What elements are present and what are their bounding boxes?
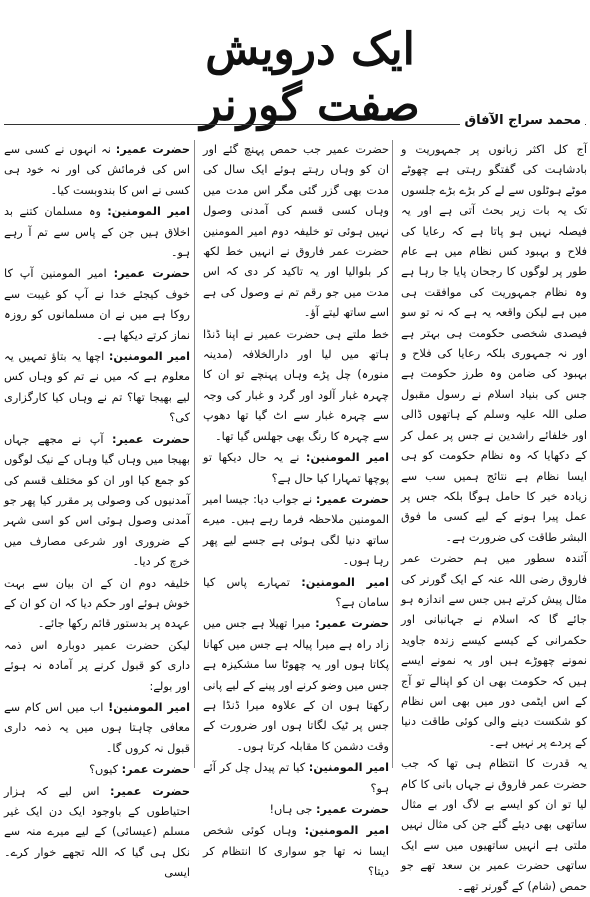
- speaker-label: امیر المومنین:: [304, 824, 389, 838]
- speaker-label: حضرت عمیر:: [110, 784, 190, 798]
- paragraph: [4, 782, 190, 884]
- column-divider: [392, 140, 393, 768]
- paragraph: [4, 760, 190, 780]
- speaker-label: حضرت عمر:: [121, 763, 190, 777]
- article-column-1: [401, 140, 587, 893]
- paragraph: [401, 140, 587, 548]
- paragraph: [401, 549, 587, 753]
- paragraph-text: خلیفہ دوم ان کے ان بیان سے بہت خوش ہوئے اور حکم دیا کہ ان کو ان کے عہدہ پر بدستور قائم رکھا جائے۔: [4, 576, 190, 631]
- speaker-label: حضرت عمیر:: [315, 803, 389, 816]
- paragraph-text: آپ نے مجھے جہاں بھیجا میں وہاں گیا وہاں کے نیک لوگوں کو جمع کیا اور ان کو مختلف قسم کی آمدنیوں کی وصولی پر مقرر کیا پھر جو آمدنی وصول ہوئی اس کو اسی شہر کے ضروری اور شرعی مصارف میں خرچ کر دیا۔: [4, 432, 190, 569]
- speaker-label: امیر المومنین:: [107, 205, 190, 219]
- paragraph: [203, 758, 389, 799]
- paragraph: [203, 821, 389, 882]
- column-divider: [194, 140, 195, 768]
- paragraph-text: نہ انہوں نے کسی سے اس کی فرمائش کی اور نہ خود ہی کسی نے اس کا بندوبست کیا۔: [4, 143, 190, 197]
- paragraph-text: خط ملتے ہی حضرت عمیر نے اپنا ڈنڈا ہاتھ میں لیا اور دارالخلافہ (مدینہ منورہ) چل پڑے وہاں پہنچے تو ان کا چہرہ غبار آلود اور گرد و غبار کی وجہ سے چہرہ غبار سے اٹ گیا تھا دھوپ سے چہرہ کا رنگ بھی جھلس گیا تھا۔: [203, 327, 389, 443]
- paragraph-text: امیر المومنین آپ کا خوف کیجئے خدا نے آپ کو غیبت سے روکا ہے میں نے ان مسلمانوں کو روزہ نماز کرتے دیکھا ہے۔: [4, 267, 190, 342]
- speaker-label: حضرت عمیر:: [115, 143, 190, 156]
- paragraph-text: وہاں کوئی شخص ایسا نہ تھا جو سواری کا انتظام کر دیتا؟: [203, 824, 389, 879]
- paragraph: [401, 754, 587, 897]
- speaker-label: امیر المومنین:: [108, 350, 190, 364]
- paragraph: [203, 325, 389, 447]
- speaker-label: امیر المومنین:: [305, 451, 389, 465]
- paragraph: [4, 636, 190, 697]
- speaker-label: حضرت عمیر:: [315, 492, 389, 506]
- paragraph: [4, 264, 190, 346]
- paragraph-text: اب میں اس کام سے معافی چاہتا ہوں میں یہ ذمہ داری قبول نہ کروں گا۔: [4, 700, 190, 755]
- paragraph: [4, 202, 190, 263]
- paragraph-text: کیوں؟: [89, 763, 118, 777]
- paragraph-text: نے جواب دیا: جیسا امیر المومنین ملاحظہ فرما رہے ہیں۔ میرے ساتھ دنیا لگی ہوئی ہے جسے لیے پھر رہا ہوں۔: [203, 492, 389, 568]
- paragraph: [203, 800, 389, 820]
- paragraph-text: تمہارے پاس کیا سامان ہے؟: [203, 575, 389, 609]
- speaker-label: امیر المومنین:: [301, 575, 389, 589]
- paragraph-text: میرا تھیلا ہے جس میں زاد راہ ہے میرا پیالہ ہے جس میں کھانا پکاتا ہوں اور یہ چھوٹا سا مشکیزہ ہے جس میں وضو کرنے اور پینے کے لیے پانی رکھتا ہوں ان کے علاوہ میرا ڈنڈا ہے جس پر ٹیک لگاتا ہوں اور ضرورت کے وقت دشمن کا مقابلہ کرتا ہوں۔: [203, 617, 389, 753]
- speaker-label: حضرت عمیر:: [112, 432, 190, 446]
- paragraph-text: یہ قدرت کا انتظام ہی تھا کہ جب حضرت عمر فاروق نے جہاں بانی کا کام لیا تو ان کو ایسے بے لاگ اور بے مثال ساتھی بھی دیئے گئے جن کی مثال نہیں ملتی ہے انہیں ساتھیوں میں سے ایک ساتھی حضرت عمیر بن سعد تھے جو حمص (شام) کے گورنر تھے۔: [401, 757, 587, 893]
- paragraph: [4, 574, 190, 635]
- paragraph: [4, 430, 190, 573]
- paragraph-text: وہ مسلمان کتنے بد اخلاق ہیں جن کے پاس سے تم آ رہے ہو۔: [4, 205, 190, 260]
- paragraph: [203, 140, 389, 324]
- paragraph-text: جی ہاں!: [269, 803, 313, 816]
- speaker-label: حضرت عمیر:: [113, 267, 190, 281]
- paragraph-text: آئندہ سطور میں ہم حضرت عمر فاروق رضی اللہ عنہ کے ایک گورنر کی مثال پیش کرتے ہیں جس سے اندازہ ہو جائے گا کہ اسلام نے جہانبانی اور حکمرانی کے کیسے کیسے زندہ جاوید نمونے چھوڑے ہیں اور یہ نمونے ایسے ہیں کہ حکومت بھی ان کو اپنالے تو آج کے اس ایٹمی دور میں بھی اس نظام کو شکست دینے والی کوئی طاقت دنیا کے پردے پر نہیں ہے۔: [401, 552, 587, 749]
- paragraph-text: حضرت عمیر جب حمص پہنچ گئے اور ان کو وہاں رہتے ہوئے ایک سال کی مدت بھی گزر گئی مگر اس مدت میں وہاں کسی قسم کی آمدنی وصول نہیں ہوئی تو خلیفہ دوم امیر المومنین حضرت عمر فاروق نے انہیں خط لکھ کر بلوالیا اور یہ تاکید کر دی کہ اس مدت میں جو رقم تم نے وصول کی ہے اسے ساتھ لیتے آؤ۔: [203, 143, 389, 320]
- paragraph: [203, 490, 389, 572]
- paragraph: [4, 698, 190, 759]
- article-column-2: [203, 140, 390, 879]
- speaker-label: حضرت عمیر:: [315, 617, 389, 631]
- paragraph: [4, 347, 190, 429]
- article-title: ایک درویش صفت گورنر: [200, 24, 420, 131]
- paragraph: [4, 140, 190, 201]
- paragraph: [203, 573, 389, 614]
- byline: [0, 113, 585, 128]
- paragraph: [203, 448, 389, 489]
- paragraph-text: اچھا یہ بتاؤ تمہیں یہ معلوم ہے کہ میں نے تم کو وہاں کس لیے بھیجا تھا؟ تم نے وہاں کیا کارگزاری کی؟: [4, 350, 190, 425]
- paragraph-text: کیا تم پیدل چل کر آئے ہو؟: [203, 761, 389, 795]
- paragraph-text: اس لیے کہ ہزار احتیاطوں کے باوجود ایک دن ایک غیر مسلم (عیسائی) کے لیے میرے منہ سے نکل ہی گیا کہ اللہ تجھے خوار کرے۔ ایسی: [4, 784, 190, 880]
- paragraph-text: آج کل اکثر زبانوں پر جمہوریت و بادشاہت کی گفتگو رہتی ہے چھوٹے موٹے ہوٹلوں سے لے کر بڑے بڑے جلسوں تک یہ بات زیر بحث آتی ہے اور یہ فیصلہ نہیں ہو پاتا ہے کہ رعایا کی فلاح و بہبود کس نظام میں ہے عام طور پر لوگوں کا رجحان پایا جا رہا ہے وہ نظام جمہوریت کی موافقت ہی میں ہے لیکن واقعہ یہ ہے کہ نہ تو سو فیصدی شخصی حکومت ہی بہتر ہے اور نہ جمہوری بلکہ رعایا کی فلاح و بہبود کی ضامن وہ طرز حکومت ہے جس کی بنیاد اسلام نے رسول مقبول صلی اللہ علیہ وسلم کے ہاتھوں ڈالی اور خلفائے راشدین نے جس پر عمل کر کے دکھایا کہ وہ نظام حکومت کو ہی ایسا نظام ہے نتائج ہمیں سب سے زیادہ خیر کا حامل ہوگا بلکہ جس پر عمل پیرا ہونے کے لیے کسی ما فوق البشر طاقت کی ضرورت ہے۔: [401, 143, 587, 544]
- speaker-label: امیر المومنین:: [308, 761, 390, 775]
- paragraph-text: نے یہ حال دیکھا تو پوچھا تمہارا کیا حال ہے؟: [203, 451, 389, 485]
- article-column-3: [4, 140, 191, 880]
- paragraph-text: لیکن حضرت عمیر دوبارہ اس ذمہ داری کو قبول کرنے پر آمادہ نہ ہوئے اور بولے:: [4, 638, 190, 693]
- speaker-label: امیر المومنین!: [108, 700, 191, 714]
- paragraph: [203, 614, 389, 757]
- author-name: محمد سراج الآفاق: [460, 113, 585, 128]
